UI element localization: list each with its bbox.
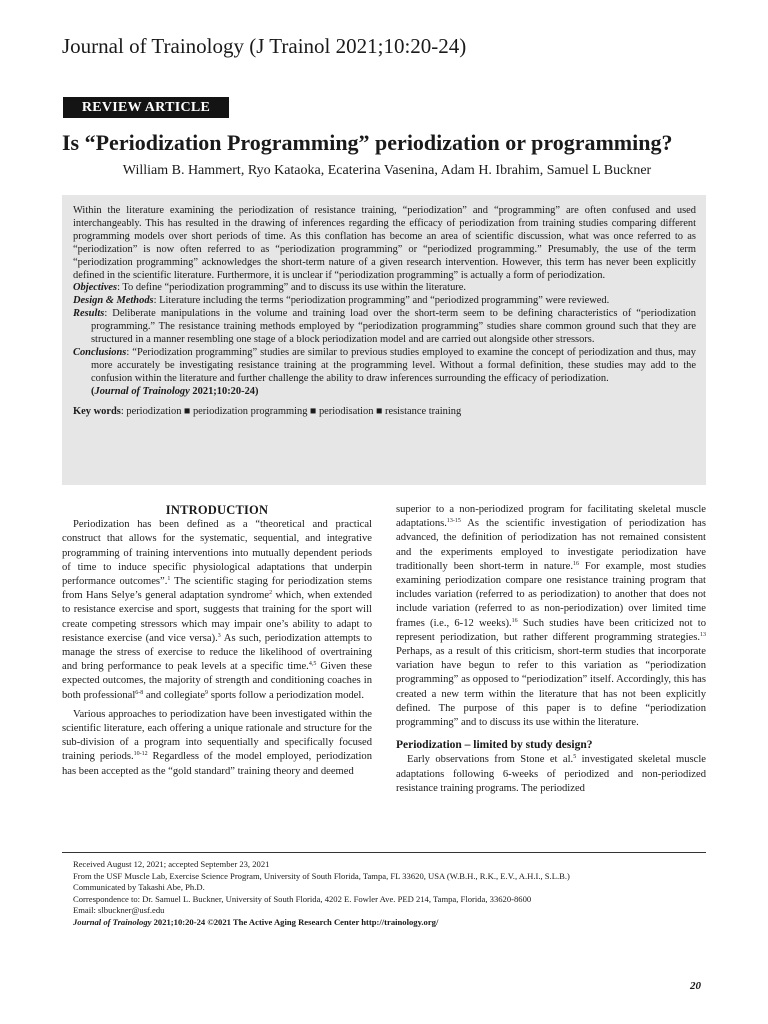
text-run: and collegiate xyxy=(143,689,206,701)
abstract-results xyxy=(73,308,696,347)
citation-ref: 6-8 xyxy=(135,689,144,696)
keywords-label: Key words xyxy=(73,405,121,417)
text-run: sports follow a periodization model. xyxy=(208,689,364,701)
text-run: which, when extended to resistance exercise and sport, suggests that training for the sport will create competing stressors which may impair one’s ability to adapt to resistance exercise (and vice versa). xyxy=(62,590,372,644)
abstract-box xyxy=(62,195,706,485)
conclusions-text: : “Periodization programming” studies are similar to previous studies employed to examine the concept of periodization and thus, may more accurately be investigating resistance training at the programming level. Without a formal definition, these studies may add to the confusion within the literature and further challenge the ability to draw inferences surrounding the efficacy of periodization. xyxy=(91,346,696,384)
citation-ref: 5 xyxy=(573,754,577,761)
body-paragraph xyxy=(62,518,372,703)
footnote-divider xyxy=(62,852,706,853)
footnotes xyxy=(73,859,713,929)
article-title: Is “Periodization Programming” periodization or programming? xyxy=(62,130,673,155)
citation-ref: 13-15 xyxy=(446,518,461,525)
text-run: Periodization has been defined as a “theoretical and practical construct that allows for the systematic, sequential, and integrative programming of training interventions into mutually dependent periods of time to induce specific physiological adaptations that underpin performance outcomes”. xyxy=(62,519,372,588)
results-text: : Deliberate manipulations in the volume and training load over the short-term seem to be defining characteristics of “periodization programming.” The resistance training methods employed by “periodization programming” studies share common ground such that they are structured in a manner resembling one stage of a block periodization model and are carried out alongside other stressors. xyxy=(91,308,696,346)
text-run: Given these expected outcomes, the majority of strength and conditioning coaches in both professional xyxy=(62,661,372,701)
article-type-badge: REVIEW ARTICLE xyxy=(63,97,229,118)
text-run: The scientific staging for periodization stems from Hans Selye’s general adaptation syndrome xyxy=(62,576,372,602)
text-run: superior to a non-periodized program for facilitating skeletal muscle adaptations. xyxy=(396,504,706,530)
text-run: investigated skeletal muscle adaptations following 6-weeks of periodized and non-periodized resistance training programs. The periodized xyxy=(396,754,706,794)
citation-open: ( xyxy=(91,385,95,397)
text-run: Perhaps, as a result of this criticism, short-term studies that incorporate variation have begun to refer to this variation as “periodization programming” as opposed to “periodization” itself. Accordingly, this has created a new term within the literature that has not been explicitly defined. The purpose of this paper is to define “periodization programming” and to discuss its use within the literature. xyxy=(396,646,706,729)
text-run: Early observations from Stone et al. xyxy=(407,754,574,766)
text-run: For example, most studies examining periodization compare one resistance training program that includes variation (referred to as periodization) to another that does not include variation (referred to as non-periodization) over limited time frames (i.e., 6-12 weeks). xyxy=(396,560,707,629)
abstract-objectives xyxy=(73,282,696,295)
keywords-text: : periodization ■ periodization programming ■ periodisation ■ resistance training xyxy=(120,405,462,417)
keywords xyxy=(73,406,696,419)
citation-ref: 16 xyxy=(573,560,579,567)
body-column-right xyxy=(396,503,706,796)
footnote-journal-line xyxy=(73,917,713,929)
page-number: 20 xyxy=(690,980,701,992)
objectives-label: Objectives xyxy=(73,282,118,294)
author-list: William B. Hammert, Ryo Kataoka, Ecaterina Vasenina, Adam H. Ibrahim, Samuel L Buckner xyxy=(122,163,652,178)
text-run: As the scientific investigation of periodization has advanced, the definition of periodization has not remained consistent and the experiments employed to investigate periodization have traditionally been short-term in nature. xyxy=(396,518,706,572)
citation-ref: 1 xyxy=(167,576,171,583)
citation-ref: 3 xyxy=(217,632,221,639)
body-paragraph xyxy=(396,503,706,730)
citation-rest: 2021;10:20-24) xyxy=(189,385,259,397)
section-heading-introduction: INTRODUCTION xyxy=(165,503,269,517)
conclusions-label: Conclusions xyxy=(73,346,127,358)
citation-journal: Journal of Trainology xyxy=(94,385,190,397)
footnote-email: Email: slbuckner@usf.edu xyxy=(73,905,165,916)
footnote-affiliation: From the USF Muscle Lab, Exercise Science Program, University of South Florida, Tampa, FL 33620, USA (W.B.H., R.K., E.V., A.H.I., S.L.B.) xyxy=(73,870,570,881)
text-run: Various approaches to periodization have been investigated within the scientific literature, each offering a unique rationale and structure for the sub-division of a program into sequentially and specifically focused training periods. xyxy=(62,708,372,763)
abstract-conclusions xyxy=(73,347,696,386)
citation-ref: 13 xyxy=(700,631,706,638)
citation-ref: 4,5 xyxy=(308,661,317,668)
footnote-communicated: Communicated by Takashi Abe, Ph.D. xyxy=(73,882,205,893)
text-run: Regardless of the model employed, periodization has been accepted as the “gold standard” training theory and deemed xyxy=(62,751,372,777)
journal-title: Journal of Trainology (J Trainol 2021;10:20-24) xyxy=(62,34,467,58)
results-label: Results xyxy=(73,308,105,320)
footnote-correspondence: Correspondence to: Dr. Samuel L. Buckner, University of South Florida, 4202 E. Fowler Ave. PED 214, Tampa, Florida, 33620-8600 xyxy=(73,893,532,904)
body-paragraph xyxy=(62,708,372,779)
body-column-left xyxy=(62,503,372,779)
citation-ref: 9 xyxy=(205,689,209,696)
methods-label: Design & Methods xyxy=(73,295,154,307)
text-run: As such, periodization attempts to manage the stress of exercise to reduce the likelihood of overtraining and bring performance to peak levels at a specific time. xyxy=(62,632,372,673)
citation-ref: 2 xyxy=(269,590,273,597)
footer-journal-name: Journal of Trainology xyxy=(73,916,152,927)
section-heading-periodization: Periodization – limited by study design? xyxy=(396,739,593,752)
abstract-methods xyxy=(73,295,696,308)
abstract-citation xyxy=(73,386,696,399)
citation-ref: 16 xyxy=(511,617,518,624)
methods-text: : Literature including the terms “periodization programming” and “periodized programming” were reviewed. xyxy=(153,295,610,307)
footnote-received: Received August 12, 2021; accepted September 23, 2021 xyxy=(73,859,270,869)
abstract-intro: Within the literature examining the periodization of resistance training, “periodization” and “programming” are often confused and used interchangeably. This has resulted in the drawing of inferences regarding the efficacy of periodization from training studies comparing different programming models over short periods of time. As this conflation has become an area of scientific discussion, what was once referred to as “periodization” is now often referred to as “periodization programming” or “periodized programming.” Presumably, the use of the term “periodization programming” acknowledges the short-term nature of a given research intervention. However, this term has never been explicitly defined in the scientific literature. Furthermore, it is unclear if “periodization programming” is actually a form of periodization. xyxy=(73,205,696,281)
body-paragraph xyxy=(396,753,706,796)
footer-journal-rest: 2021;10:20-24 ©2021 The Active Aging Research Center http://trainology.org/ xyxy=(151,916,439,927)
objectives-text: : To define “periodization programming” and to discuss its use within the literature. xyxy=(117,282,466,294)
text-run: Such studies have been criticized not to represent periodization, but rather different programming strategies. xyxy=(396,617,706,643)
citation-ref: 10-12 xyxy=(133,751,148,758)
